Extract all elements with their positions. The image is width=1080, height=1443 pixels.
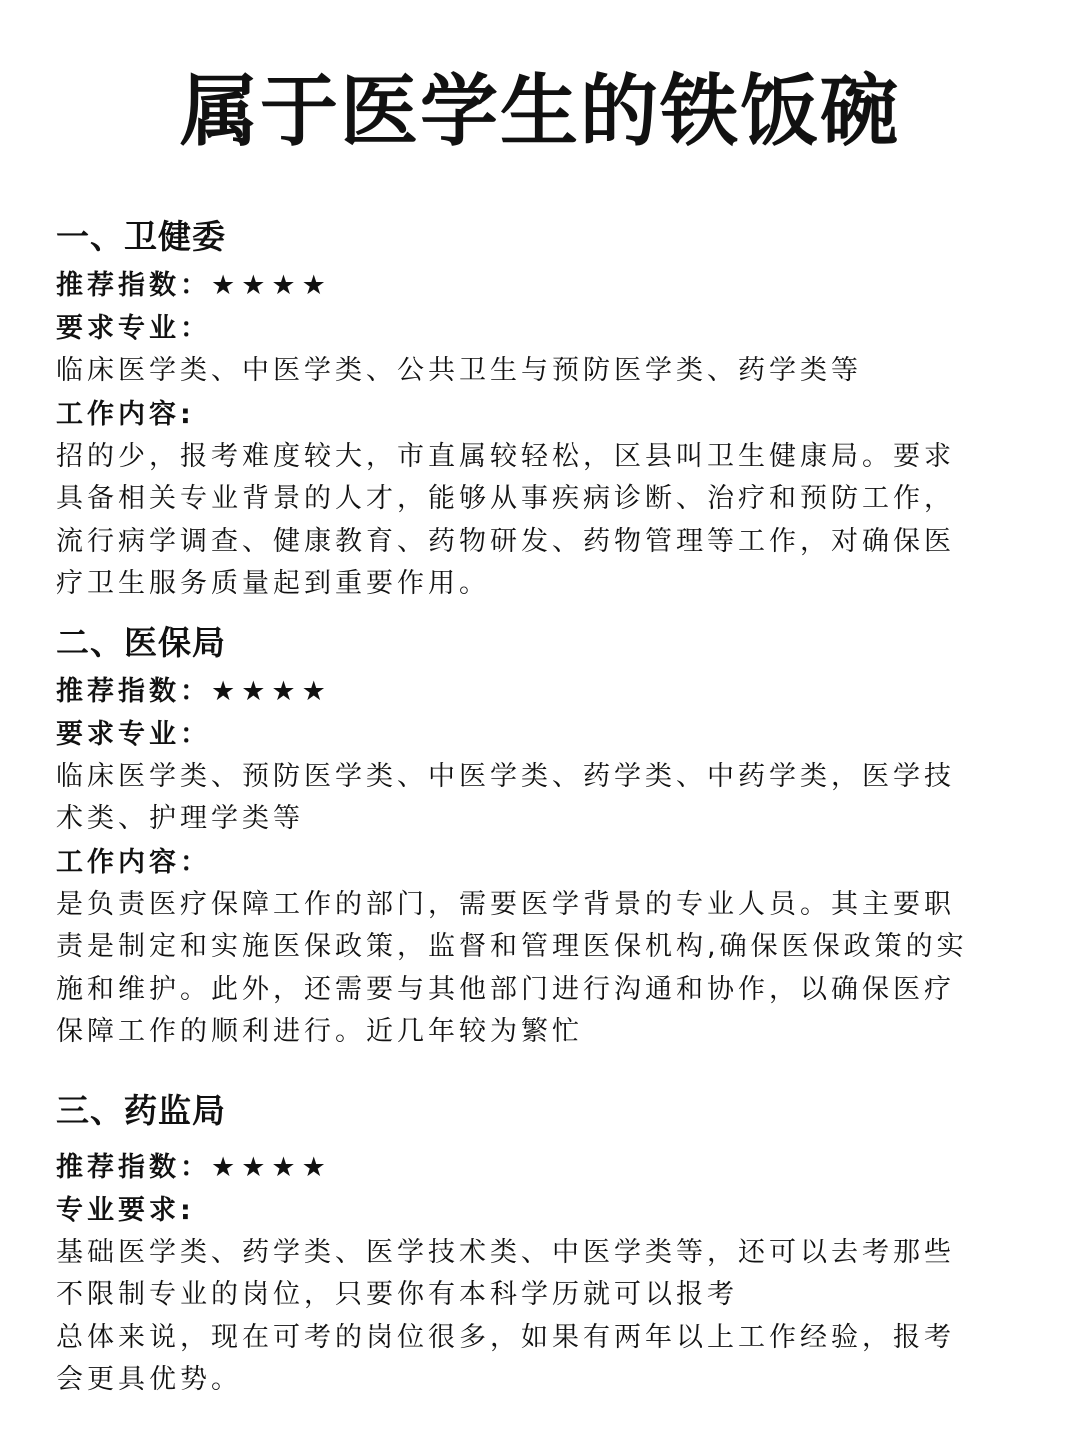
section-heading: 二、医保局 — [56, 622, 226, 662]
work-line: 疗卫生服务质量起到重要作用。 — [56, 568, 490, 599]
section-weijianwei — [56, 212, 996, 606]
section-heading: 三、药监局 — [56, 1090, 226, 1130]
rating-stars: ★★★★ — [211, 675, 332, 707]
work-line: 流行病学调查、健康教育、药物研发、药物管理等工作，对确保医 — [56, 525, 955, 557]
work-line: 保障工作的顺利进行。近几年较为繁忙 — [56, 1016, 583, 1047]
work-line: 具备相关专业背景的人才，能够从事疾病诊断、治疗和预防工作， — [56, 483, 955, 514]
major-line: 总体来说，现在可考的岗位很多，如果有两年以上工作经验，报考 — [56, 1321, 955, 1353]
major-line: 术类、护理学类等 — [56, 803, 304, 834]
rating-stars: ★★★★ — [211, 270, 332, 301]
rating-label: 推荐指数： — [56, 675, 211, 707]
rating-row — [56, 1146, 996, 1189]
rating-row — [56, 670, 996, 713]
work-line: 招的少，报考难度较大，市直属较轻松，区县叫卫生健康局。要求 — [56, 440, 955, 472]
major-label: 专业要求: — [56, 1194, 195, 1226]
page-title: 属于医学生的铁饭碗 — [179, 67, 900, 157]
work-line: 是负责医疗保障工作的部门，需要医学背景的专业人员。其主要职 — [56, 888, 955, 920]
section-yibaoju — [56, 618, 996, 1054]
major-line: 会更具优势。 — [56, 1364, 242, 1395]
rating-label: 推荐指数： — [56, 270, 211, 301]
major-line: 基础医学类、药学类、医学技术类、中医学类等，还可以去考那些 — [56, 1236, 955, 1268]
work-label: 工作内容: — [56, 398, 195, 430]
work-line: 施和维护。此外，还需要与其他部门进行沟通和协作，以确保医疗 — [56, 973, 955, 1005]
work-line: 责是制定和实施医保政策，监督和管理医保机构,确保医保政策的实 — [56, 931, 968, 962]
major-line: 不限制专业的岗位，只要你有本科学历就可以报考 — [56, 1279, 738, 1310]
section-yaojianju — [56, 1086, 996, 1402]
rating-label: 推荐指数： — [56, 1151, 211, 1183]
rating-row — [56, 264, 996, 307]
section-heading: 一、卫健委 — [56, 217, 226, 256]
major-label: 要求专业： — [56, 313, 211, 344]
major-label: 要求专业： — [56, 718, 211, 750]
article-body — [56, 212, 996, 1402]
work-label: 工作内容： — [56, 846, 211, 878]
rating-stars: ★★★★ — [211, 1151, 332, 1183]
major-line: 临床医学类、中医学类、公共卫生与预防医学类、药学类等 — [56, 355, 862, 386]
major-line: 临床医学类、预防医学类、中医学类、药学类、中药学类，医学技 — [56, 760, 955, 792]
